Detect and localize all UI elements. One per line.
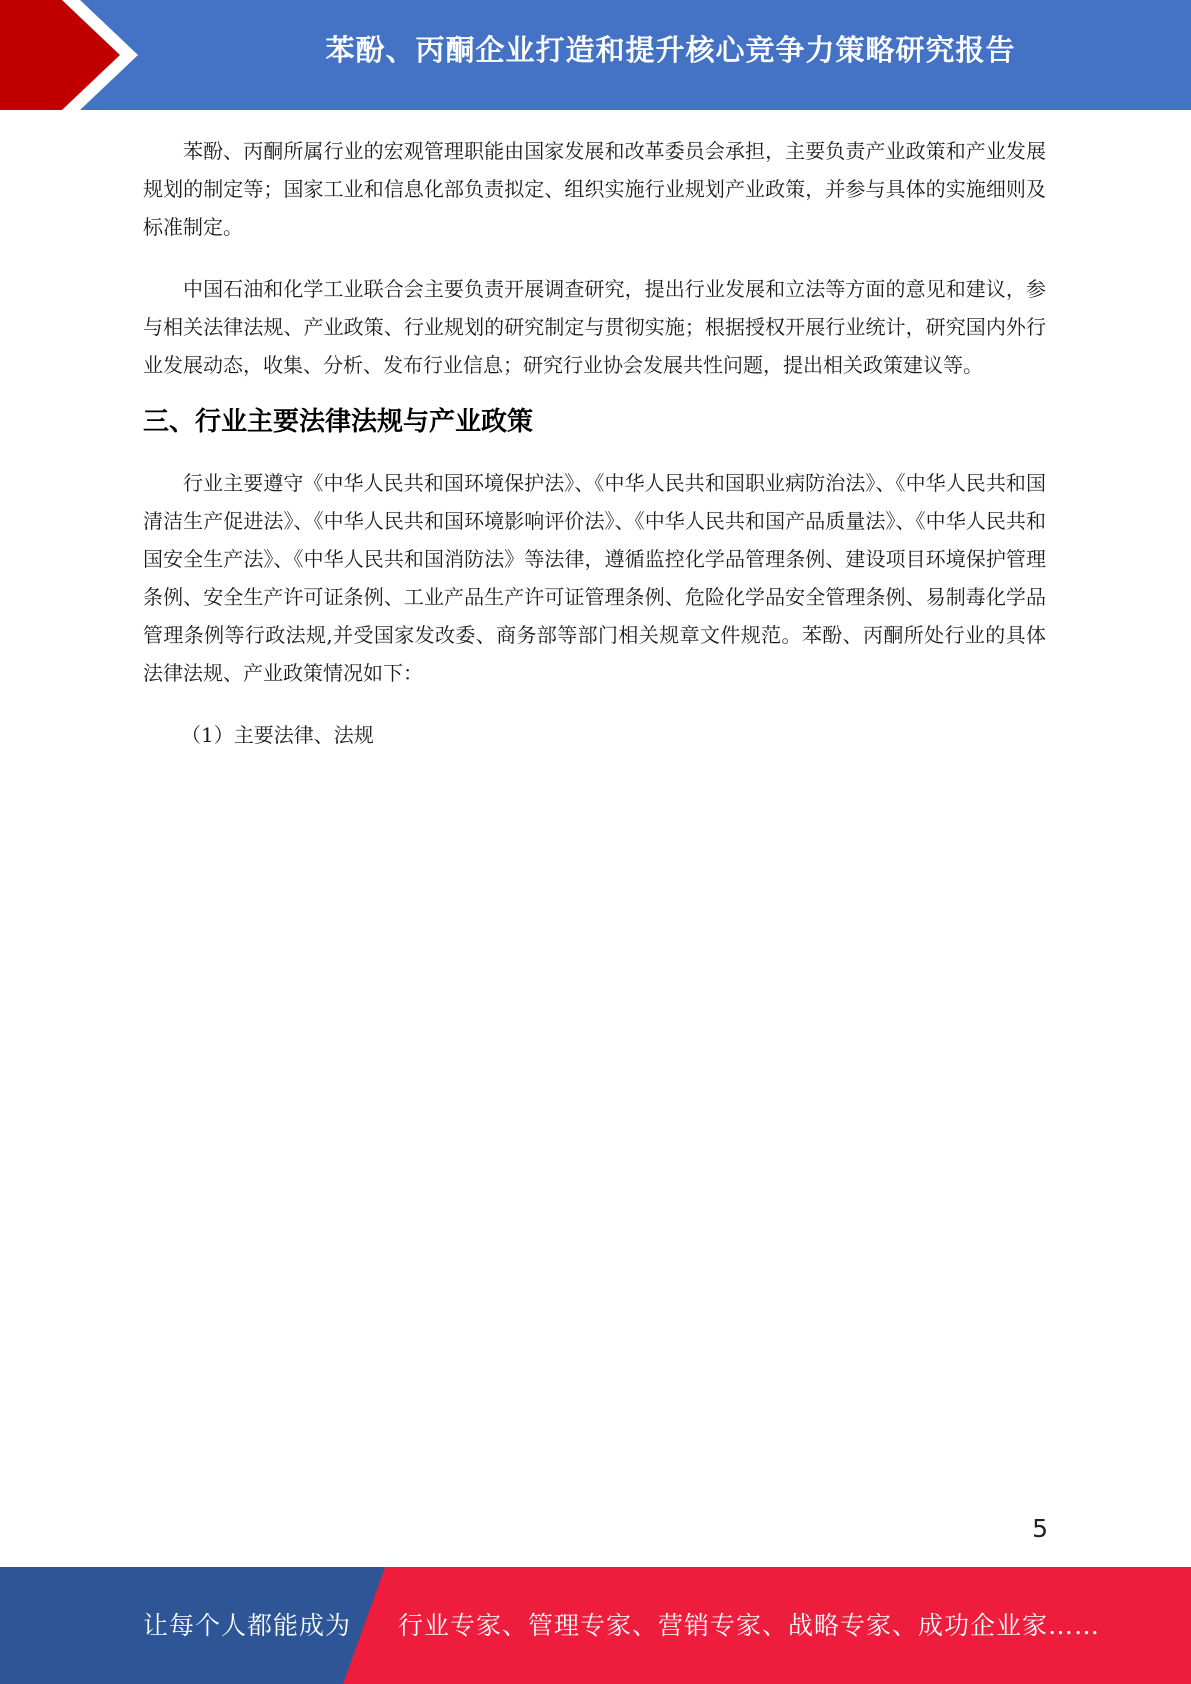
page-footer (0, 1567, 1191, 1684)
paragraph-regulatory-authority: 苯酚、丙酮所属行业的宏观管理职能由国家发展和改革委员会承担，主要负责产业政策和产业发展规划的制定等；国家工业和信息化部负责拟定、组织实施行业规划产业政策，并参与具体的实施细则及标准制定。 (143, 139, 1046, 239)
main-content (143, 132, 1046, 754)
header-chevron-icon (0, 0, 160, 110)
section-heading: 三、行业主要法律法规与产业政策 (143, 407, 534, 437)
subheading-main-laws: （1）主要法律、法规 (181, 723, 374, 747)
page-header (0, 0, 1191, 110)
paragraph-laws-regulations: 行业主要遵守《中华人民共和国环境保护法》、《中华人民共和国职业病防治法》、《中华人民共和国清洁生产促进法》、《中华人民共和国环境影响评价法》、《中华人民共和国产品质量法》、《中华人民共和国安全生产法》、《中华人民共和国消防法》等法律，遵循监控化学品管理条例、建设项目环境保护管理条例、安全生产许可证条例、工业产品生产许可证管理条例、危险化学品安全管理条例、易制毒化学品管理条例等行政法规,并受国家发改委、商务部等部门相关规章文件规范。苯酚、丙酮所处行业的具体法律法规、产业政策情况如下： (143, 471, 1046, 685)
paragraph-industry-association: 中国石油和化学工业联合会主要负责开展调查研究，提出行业发展和立法等方面的意见和建议，参与相关法律法规、产业政策、行业规划的研究制定与贯彻实施；根据授权开展行业统计，研究国内外行业发展动态，收集、分析、发布行业信息；研究行业协会发展共性问题，提出相关政策建议等。 (143, 277, 1046, 377)
report-title: 苯酚、丙酮企业打造和提升核心竞争力策略研究报告 (325, 33, 1016, 67)
footer-slogan-right: 行业专家、管理专家、营销专家、战略专家、成功企业家…… (398, 1611, 1101, 1640)
footer-slogan-left: 让每个人都能成为 (143, 1611, 352, 1640)
page-number: 5 (1032, 1514, 1048, 1543)
